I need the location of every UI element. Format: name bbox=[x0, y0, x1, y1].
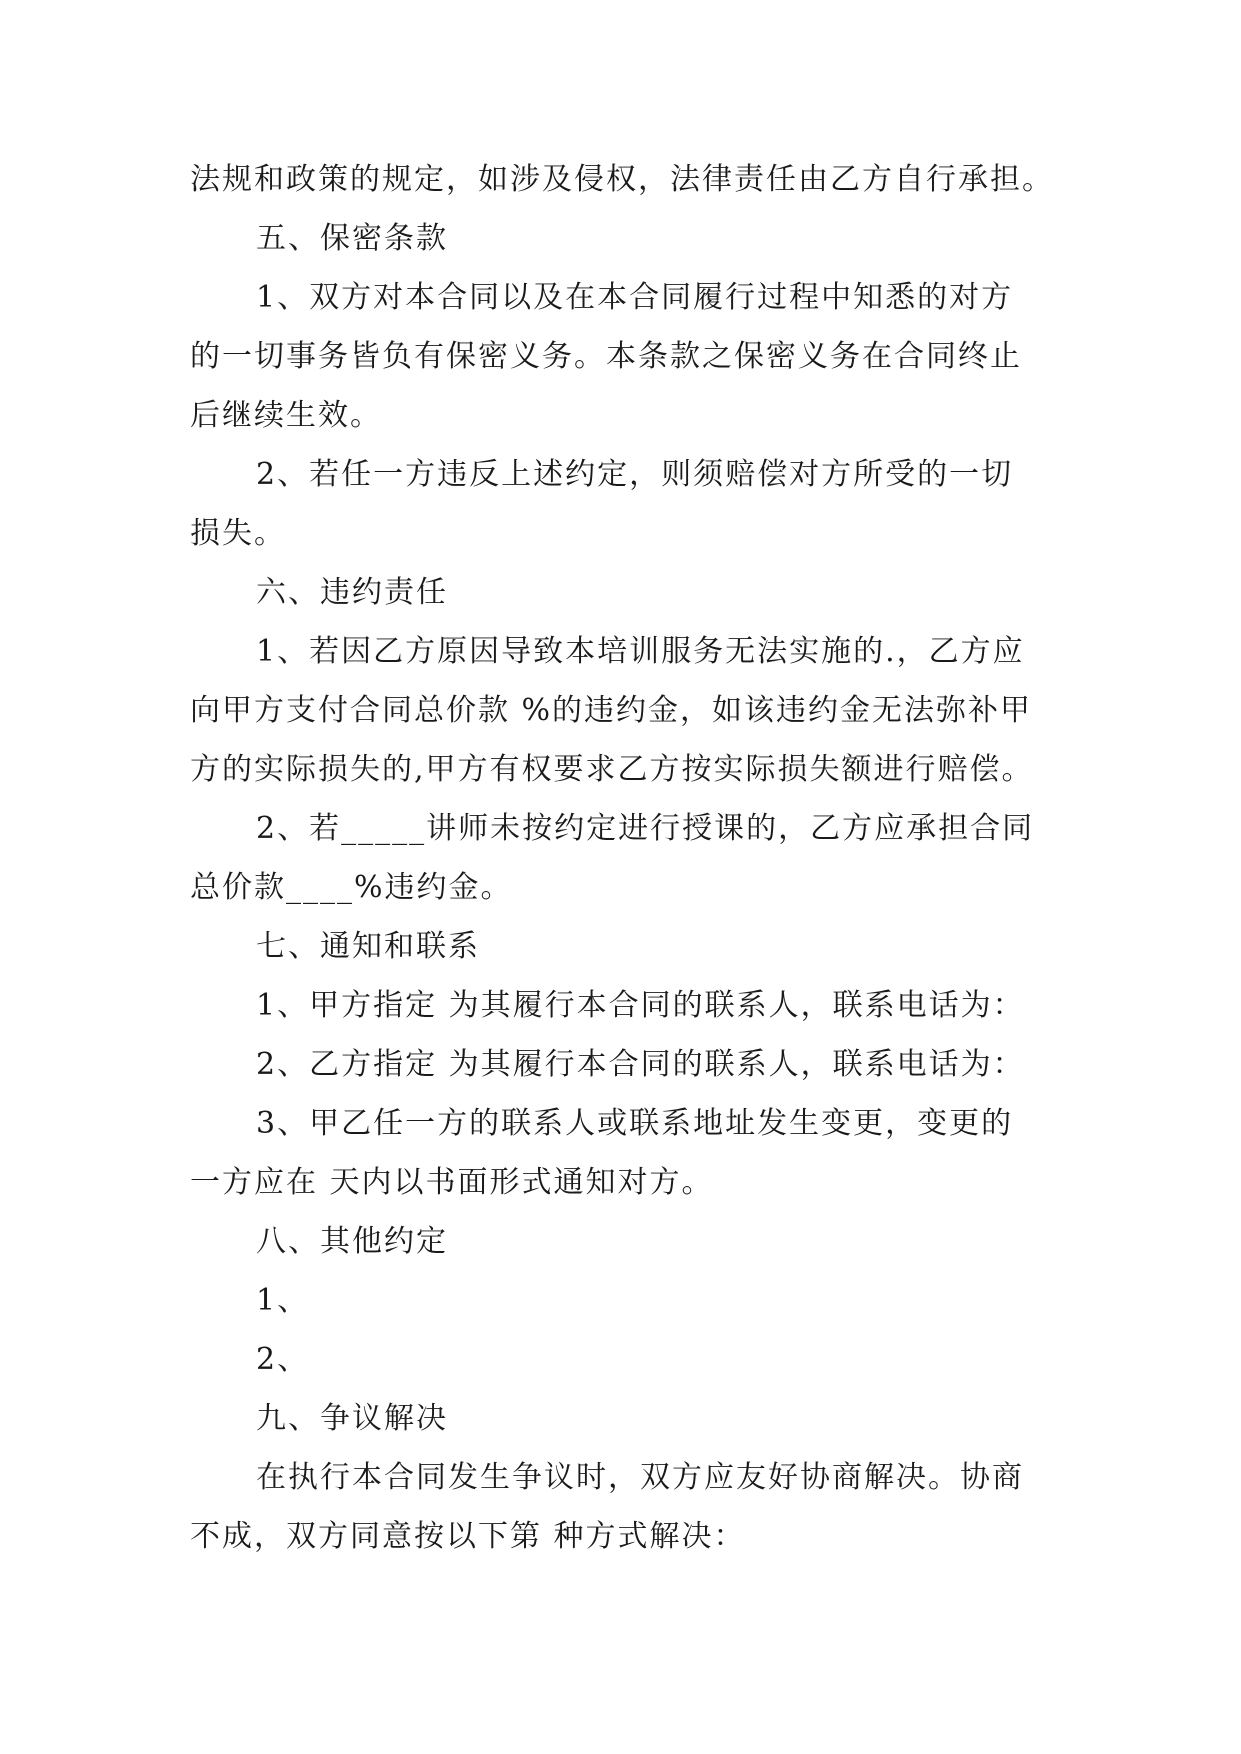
text-line: 一方应在 天内以书面形式通知对方。 bbox=[190, 1165, 714, 1200]
section-heading-liability: 六、违约责任 bbox=[256, 575, 448, 610]
text-line: 1、 bbox=[256, 1283, 310, 1318]
text-line: 1、若因乙方原因导致本培训服务无法实施的.，乙方应 bbox=[256, 634, 1025, 669]
text-line: 1、甲方指定 为其履行本合同的联系人，联系电话为： bbox=[256, 988, 1025, 1023]
section-heading-dispute: 九、争议解决 bbox=[256, 1401, 448, 1436]
text-line: 2、乙方指定 为其履行本合同的联系人，联系电话为： bbox=[256, 1047, 1025, 1082]
text-line: 2、若_____讲师未按约定进行授课的，乙方应承担合同 bbox=[256, 811, 1035, 846]
text-line: 向甲方支付合同总价款 %的违约金，如该违约金无法弥补甲 bbox=[190, 693, 1033, 728]
text-line: 1、双方对本合同以及在本合同履行过程中知悉的对方 bbox=[256, 280, 1014, 315]
text-line: 不成，双方同意按以下第 种方式解决： bbox=[190, 1519, 746, 1554]
section-heading-other: 八、其他约定 bbox=[256, 1224, 448, 1259]
text-line: 法规和政策的规定，如涉及侵权，法律责任由乙方自行承担。 bbox=[190, 162, 1054, 197]
text-line: 3、甲乙任一方的联系人或联系地址发生变更，变更的 bbox=[256, 1106, 1014, 1141]
text-line: 方的实际损失的,甲方有权要求乙方按实际损失额进行赔偿。 bbox=[190, 752, 1034, 787]
text-line: 的一切事务皆负有保密义务。本条款之保密义务在合同终止 bbox=[190, 339, 1022, 374]
text-line: 2、 bbox=[256, 1342, 310, 1377]
text-line: 在执行本合同发生争议时，双方应友好协商解决。协商 bbox=[256, 1460, 1024, 1495]
document-page bbox=[190, 150, 1066, 1566]
section-heading-confidentiality: 五、保密条款 bbox=[256, 221, 448, 256]
text-line: 总价款____%违约金。 bbox=[190, 870, 513, 905]
text-line: 损失。 bbox=[190, 516, 286, 551]
text-line: 后继续生效。 bbox=[190, 398, 382, 433]
text-line: 2、若任一方违反上述约定，则须赔偿对方所受的一切 bbox=[256, 457, 1014, 492]
section-heading-notice: 七、通知和联系 bbox=[256, 929, 480, 964]
